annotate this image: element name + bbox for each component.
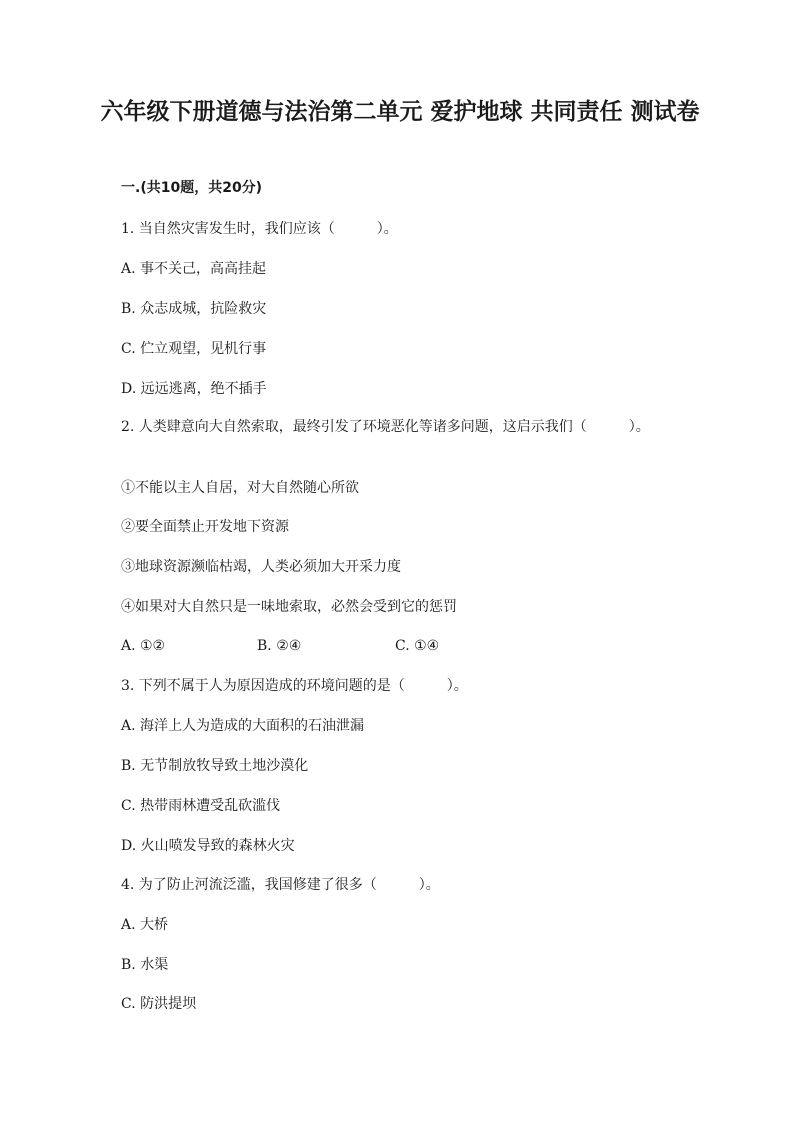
question-4-option-a: A. 大桥 [121,917,169,933]
question-1-option-d: D. 远远逃离，绝不插手 [121,381,267,397]
question-1-option-b: B. 众志成城，抗险救灾 [121,301,267,317]
question-2-statement-3: ③地球资源濒临枯竭，人类必须加大开采力度 [121,559,401,575]
question-4-stem: 4. 为了防止河流泛滥，我国修建了很多（ ）。 [121,877,440,893]
section-heading: 一.(共10题，共20分) [121,180,263,196]
question-3-option-b: B. 无节制放牧导致土地沙漠化 [121,758,309,774]
question-1-stem: 1. 当自然灾害发生时，我们应该（ ）。 [121,221,398,237]
question-2-statement-2: ②要全面禁止开发地下资源 [121,519,289,535]
question-2-option-b: B. ②④ [257,638,302,654]
question-1-option-c: C. 伫立观望，见机行事 [121,341,267,357]
exam-title: 六年级下册道德与法治第二单元 爱护地球 共同责任 测试卷 [100,99,700,125]
question-1-option-a: A. 事不关己，高高挂起 [121,261,267,277]
question-2-statement-1: ①不能以主人自居，对大自然随心所欲 [121,480,359,496]
question-3-stem: 3. 下列不属于人为原因造成的环境问题的是（ ）。 [121,678,468,694]
question-3-option-c: C. 热带雨林遭受乱砍滥伐 [121,798,281,814]
question-2-stem: 2. 人类肆意向大自然索取，最终引发了环境恶化等诸多问题，这启示我们（ ）。 [121,419,650,435]
question-3-option-d: D. 火山喷发导致的森林火灾 [121,838,295,854]
question-4-option-b: B. 水渠 [121,957,169,973]
question-2-option-c: C. ①④ [395,638,440,654]
question-2-statement-4: ④如果对大自然只是一味地索取，必然会受到它的惩罚 [121,599,457,615]
question-3-option-a: A. 海洋上人为造成的大面积的石油泄漏 [121,718,365,734]
question-4-option-c: C. 防洪提坝 [121,996,197,1012]
question-2-option-a: A. ①② [121,638,166,654]
